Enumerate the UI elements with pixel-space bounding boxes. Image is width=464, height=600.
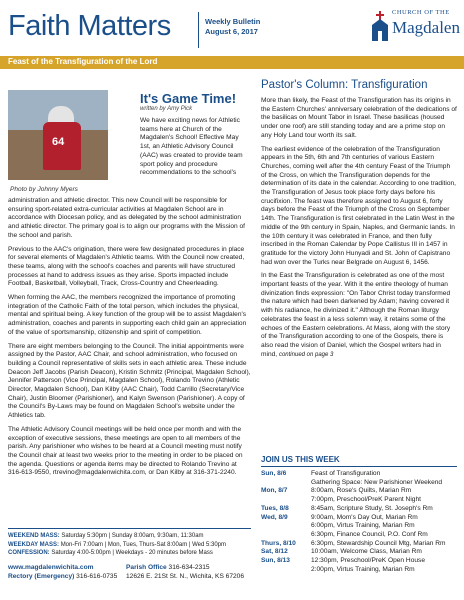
event-row: Sat, 8/12 10:00am, Welcome Class, Marian Rm [261,548,422,556]
parish-office-label: Parish Office [126,563,167,571]
newsletter-title: Faith Matters [8,10,171,42]
article-paragraph: Previous to the AAC's origination, there were few designated procedures in place for several elements of Magdalen's Athletic teams. With the Council now created, these teams, along with the school's coaches and parents will have structured processes at hand to address issues as they arise. Sports impacted include Football, Basketball, Volleyball, Track, Cross-Country and Cheerleading. [8,245,245,288]
mass-times-footer [8,528,251,582]
join-us-title: JOIN US THIS WEEK [261,455,340,464]
feast-title: Feast of the Transfiguration of the Lord [8,57,158,66]
bulletin-info [205,17,260,37]
article-paragraph: There are eight members belonging to the Council. The initial appointments were assigned by the Pastor, AAC Chair, and school administration, who focused on building a Council representative of skills sets in each athletic area. These include Deacon Jeff Jacobs (Parish Deacon), Kristin Schmitz (Principal, Magdalen School), Jennifer Patterson (Vice Principal, Magdalen School), Rolando Trevino (Athletic Director, Magdalen School), Dan Kilby (AAC Chair), Todd Carrillo (Secretary/Vice Chair), Justin Bloomer (Parishioner), and Kalyn Swenson (Parishioner). A copy of the Council's By-Laws may be found on Magdalen School's website under the Athletics tab. [8,342,251,420]
pastor-paragraph: The earliest evidence of the celebration of the Transfiguration appears in the 5th, 6th and 7th centuries of various Eastern Churches, coming well after the 4th century Feast of the Triumph of the Cross, on which the Transfiguration depends for the determination of its date in the calendar. According to one tradition, the Transfiguration of Jesus took place forty days before his crucifixion. The feast was therefore assigned to August 6, forty days before the Feast of the Triumph of the Cross on September 14th. The Transfiguration is first celebrated in the Latin West in the middle of the 9th century in Spain, Naples, and Germanic lands. In the 10th century it was celebrated in France, and then fully inscribed in the Roman Calendar by Pope Callistus III in 1457 in gratitude for the victory John Hunyadi and St. John of Capistrano had won over the Turks near Belgrade on August 6, 1456. [261,145,457,266]
feast-banner [0,56,464,69]
church-cross-icon [370,11,390,41]
church-logo [370,9,460,51]
article-paragraph: The Athletic Advisory Council meetings will be held once per month and with the exception of executive sessions, these meetings are open to all members of the parish. Any parishioner who wishes to be heard at a Council meeting must notify the Council chair at least two weeks prior to the meeting in order to be placed on the agenda. Questions or agenda items may be directed to Rolando Trevino at 316-613-9550, rtrevino@magdalenwichita.com, or Dan Kilby at 316-371-2240. [8,425,243,477]
weekday-mass-label: WEEKDAY MASS: [8,541,60,548]
article-title: It's Game Time! [140,91,237,106]
event-row: Thurs, 8/10 6:30pm, Stewardship Council Mtg, Marian Rm [261,539,446,547]
logo-church-name: Magdalen [392,18,460,37]
event-row: Sun, 8/6 Feast of Transfiguration Gathering Space: New Parishioner Weekend [261,470,443,486]
bulletin-date: August 6, 2017 [205,27,258,36]
pastor-paragraph: In the East the Transfiguration is celebrated as one of the most important feasts of the year. With it the entire theology of human divinization finds expression: "On Tabor Christ today transformed the nature which had been darkened by Adam; having covered it with his radiance, he divinized it." Although the Roman liturgy celebrates the feast in a less solemn way, it retains some of the echoes of the Eastern celebrations. At Mass, along with the story of the Transfiguration according to one of the Gospels, there is also read the vision of Daniel, which the Gospel writers had in mind, continued on page 3 [261,272,451,358]
rectory-phone[interactable]: 316-616-0735 [76,573,118,580]
article-body [8,197,251,483]
parish-address: 12626 E. 21St St. N., Wichita, KS 67206 [126,573,245,580]
event-row: Tues, 8/8 8:45am, Scripture Study, St. Joseph's Rm [261,504,433,512]
weekend-mass-times: Saturday 5:30pm | Sunday 8:00am, 9:30am, 11:30am [61,533,204,539]
website-link[interactable]: www.magdalenwichita.com [8,563,94,571]
pastor-paragraph: More than likely, the Feast of the Transfiguration has its origins in the Eastern Churches' anniversary celebration of the dedications of the basilicas on Mount Tabor in Israel. These basilicas (housed under one roof) are still standing today and are a prime stop on any Holy Land tour worth its salt. [261,97,457,139]
football-photo [8,90,108,180]
logo-church-of-the: CHURCH OF THE [392,9,450,16]
event-row: Wed, 8/9 9:00am, Mom's Day Out, Marian Rm 6:00pm, Virtus Training, Marian Rm 6:30pm, Finance Council, P.O. Conf Rm [261,513,428,538]
continued-note: continued on page 3 [278,351,334,358]
article-intro: We have exciting news for Athletic teams here at Church of the Magdalen's School! Effective May 1st, an Athletic Advisory Council (AAC) was created to provide team sport policy and procedure recommendations to the school's [140,117,243,177]
article-byline: written by Amy Pick [140,106,193,112]
weekday-mass-times: Mon-Fri 7:00am | Mon, Tues, Thurs-Sat 8:00am | Wed 5:30pm [60,541,226,548]
jersey-number: 64 [52,136,65,148]
rectory-label: Rectory (Emergency) [8,573,75,580]
weekend-mass-label: WEEKEND MASS: [8,533,60,539]
pastor-column-body [261,97,457,364]
events-list [261,470,457,574]
pastor-column-title: Pastor's Column: Transfiguration [261,79,428,91]
parish-office-phone[interactable]: 316-634-2315 [168,563,210,571]
bulletin-label: Weekly Bulletin [205,17,261,26]
article-paragraph: administration and athletic director. This new Council will be responsible for ensuring sport-related extra-curricular activities at Magdalen School are in accordance with Diocesan policy, and as delegated by the school administration and athletic director. The primary goal is to align our programs with the Mission of the school and parish. [8,197,245,239]
event-row: Mon, 8/7 8:00am, Rose's Quilts, Marian Rm 7:00pm, Preschool/PreK Parent Night [261,487,421,504]
confession-label: CONFESSION: [8,550,50,556]
photo-caption: Photo by Johnny Myers [10,186,78,193]
event-row: Sun, 8/13 12:30pm, Preschool/PreK Open House 2:00pm, Virtus Training, Marian Rm [261,557,425,573]
masthead [0,0,464,56]
article-paragraph: When forming the AAC, the members recognized the importance of promoting integration of the Catholic Faith of the total person, which includes the physical, mental and spiritual being. A key function of the group will be to assist Magdalen's administration, coaches and parents in supporting each child gain an appreciation of the value of sportsmanship, citizenship and spirit of competition. [8,294,247,336]
title-divider [198,12,199,48]
confession-times: Saturday 4:00-5:00pm | Weekdays - 20 minutes before Mass [51,550,213,556]
